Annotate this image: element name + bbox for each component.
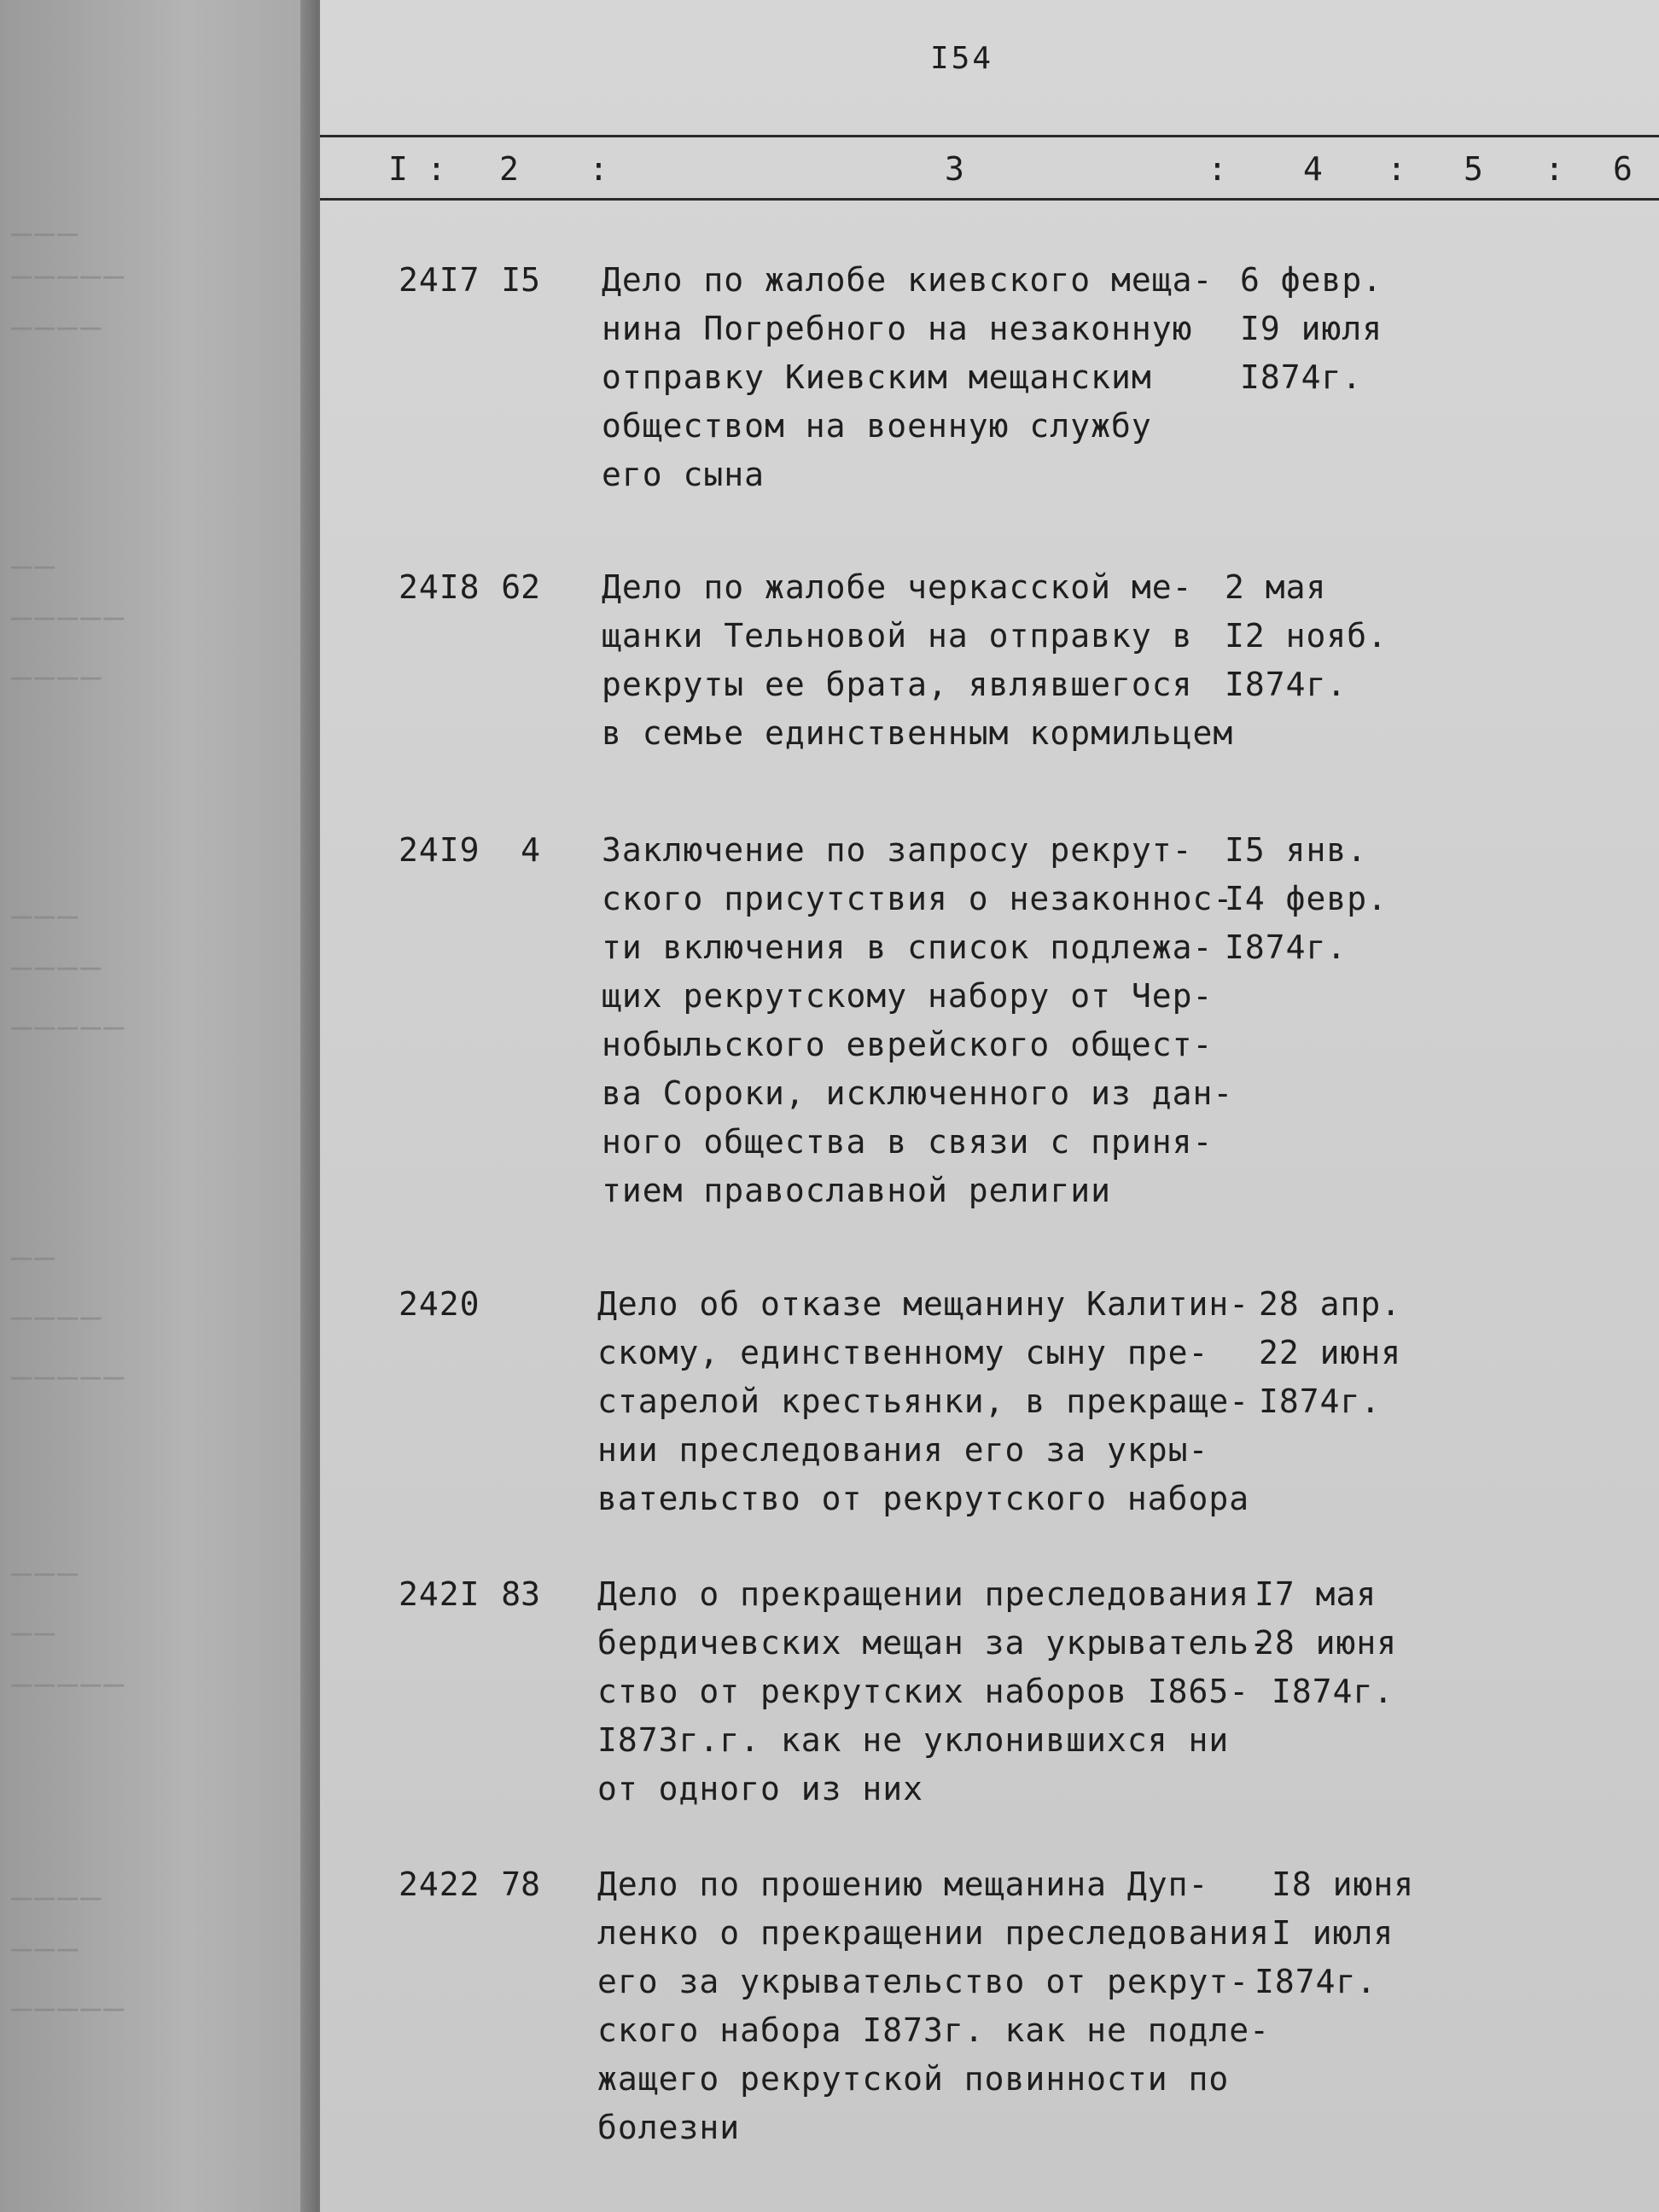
description-line: рекруты ее брата, являвшегося <box>602 666 1193 703</box>
header-separator: : <box>1208 150 1227 188</box>
entry-dates <box>1254 1570 1476 1716</box>
date-year: I874г. <box>1240 358 1363 396</box>
description-line: от одного из них <box>597 1770 924 1807</box>
description-line: Дело об отказе мещанину Калитин- <box>597 1285 1250 1323</box>
description-line: в семье единственным кормильцем <box>602 714 1234 752</box>
facing-page-bleed-through: ——— ————— ———— —— ————— ———— ——— ———— ————— —— ———— ————— ——— —— ————— ———— ——— ————— <box>9 213 125 2028</box>
entry-description <box>597 1570 1280 1813</box>
description-line: ва Сороки, исключенного из дан- <box>602 1074 1234 1112</box>
description-line: жащего рекрутской повинности по <box>597 2060 1230 2098</box>
header-separator: : <box>589 150 608 188</box>
date-year: I874г. <box>1225 928 1348 966</box>
date-start: 2 мая <box>1225 568 1327 606</box>
entry-sheets: 83 <box>501 1575 540 1613</box>
header-col-3: 3 <box>945 150 964 188</box>
header-separator: : <box>1387 150 1406 188</box>
description-line: нии преследования его за укры- <box>597 1431 1209 1469</box>
date-start: I8 июня <box>1272 1866 1415 1903</box>
facing-page <box>0 0 316 2212</box>
entry-number: 2420 <box>399 1285 480 1323</box>
entry-dates <box>1254 1860 1476 2006</box>
description-line: ского набора I873г. как не подле- <box>597 2011 1270 2049</box>
entry-description <box>602 563 1284 758</box>
description-line: ти включения в список подлежа- <box>602 928 1214 966</box>
description-line: бердичевских мещан за укрыватель- <box>597 1624 1270 1662</box>
entry-number: 24I7 <box>399 261 480 299</box>
date-end: I9 июля <box>1240 310 1383 347</box>
description-line: ство от рекрутских наборов I865- <box>597 1673 1250 1710</box>
page-number: I54 <box>930 41 994 76</box>
entry-number: 2422 <box>399 1866 480 1903</box>
description-line: щих рекрутскому набору от Чер- <box>602 977 1214 1015</box>
date-start: I5 янв. <box>1225 831 1368 869</box>
entry-number: 24I9 <box>399 831 480 869</box>
entry-sheets: I5 <box>501 261 540 299</box>
description-line: щанки Тельновой на отправку в <box>602 617 1193 655</box>
description-line: вательство от рекрутского набора <box>597 1480 1250 1517</box>
header-col-1: I <box>388 150 408 188</box>
date-end: I4 февр. <box>1225 880 1388 917</box>
description-line: болезни <box>597 2109 741 2146</box>
description-line: Дело о прекращении преследования <box>597 1575 1250 1613</box>
entry-dates <box>1240 256 1462 402</box>
description-line: его за укрывательство от рекрут- <box>597 1963 1250 2000</box>
description-line: ского присутствия о незаконнос- <box>602 880 1234 917</box>
description-line: старелой крестьянки, в прекраще- <box>597 1382 1250 1420</box>
header-separator: : <box>1545 150 1564 188</box>
header-top-rule <box>320 135 1659 137</box>
date-start: 6 февр. <box>1240 261 1383 299</box>
entry-sheets: 62 <box>501 568 540 606</box>
header-col-6: 6 <box>1613 150 1633 188</box>
description-line: Заключение по запросу рекрут- <box>602 831 1193 869</box>
description-line: ного общества в связи с приня- <box>602 1123 1214 1161</box>
entry-sheets: 4 <box>521 831 540 869</box>
entry-description <box>602 256 1284 499</box>
description-line: Дело по жалобе черкасской ме- <box>602 568 1193 606</box>
description-line: ленко о прекращении преследования <box>597 1914 1270 1952</box>
entry-description <box>597 1860 1280 2152</box>
description-line: нобыльского еврейского общест- <box>602 1026 1214 1063</box>
entry-description <box>597 1280 1280 1523</box>
header-col-5: 5 <box>1464 150 1483 188</box>
document-page <box>320 0 1659 2212</box>
date-start: 28 апр. <box>1259 1285 1402 1323</box>
date-end: I2 нояб. <box>1225 617 1388 655</box>
date-start: I7 мая <box>1254 1575 1377 1613</box>
description-line: отправку Киевским мещанским <box>602 358 1152 396</box>
description-line: скому, единственному сыну пре- <box>597 1334 1209 1371</box>
description-line: обществом на военную службу <box>602 407 1152 445</box>
description-line: нина Погребного на незаконную <box>602 310 1193 347</box>
date-year: I874г. <box>1254 1963 1377 2000</box>
entry-sheets: 78 <box>501 1866 540 1903</box>
entry-description <box>602 826 1284 1215</box>
entry-number: 242I <box>399 1575 480 1613</box>
header-bottom-rule <box>320 198 1659 201</box>
date-end: 22 июня <box>1259 1334 1402 1371</box>
description-line: I873г.г. как не уклонившихся ни <box>597 1721 1230 1759</box>
header-separator: : <box>427 150 446 188</box>
date-end: I июля <box>1272 1914 1394 1952</box>
date-year: I874г. <box>1272 1673 1394 1710</box>
description-line: его сына <box>602 456 765 493</box>
entry-dates <box>1259 1280 1481 1426</box>
description-line: тием православной религии <box>602 1172 1111 1209</box>
entry-number: 24I8 <box>399 568 480 606</box>
description-line: Дело по жалобе киевского меща- <box>602 261 1214 299</box>
date-year: I874г. <box>1225 666 1348 703</box>
entry-dates <box>1225 563 1447 709</box>
date-end: 28 июня <box>1254 1624 1398 1662</box>
description-line: Дело по прошению мещанина Дуп- <box>597 1866 1209 1903</box>
date-year: I874г. <box>1259 1382 1382 1420</box>
header-col-2: 2 <box>499 150 519 188</box>
entry-dates <box>1225 826 1447 972</box>
header-col-4: 4 <box>1303 150 1323 188</box>
